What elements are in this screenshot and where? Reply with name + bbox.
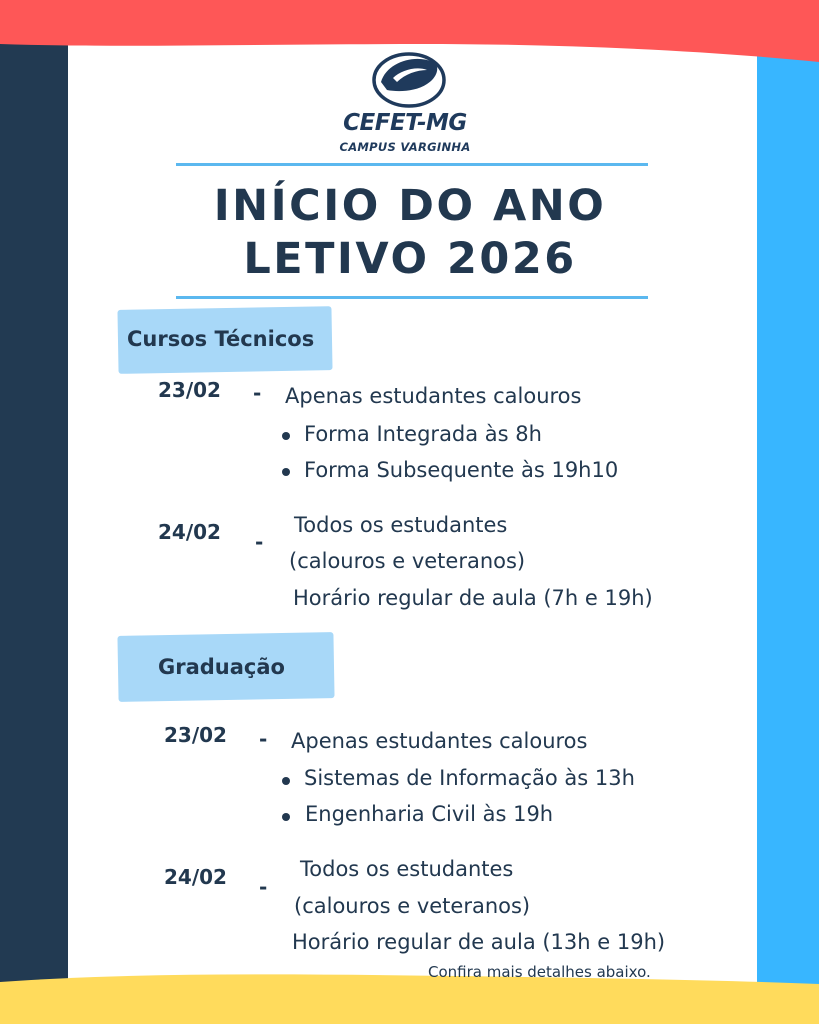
entry-dash: - — [253, 381, 262, 405]
entry-bullet: Engenharia Civil às 19h — [305, 802, 554, 826]
cefet-logo — [325, 48, 485, 162]
entry-line: Horário regular de aula (13h e 19h) — [292, 930, 666, 954]
logo-campus: CAMPUS VARGINHA — [339, 140, 471, 154]
entry-bullet: Forma Subsequente às 19h10 — [304, 458, 619, 482]
bullet-dot — [282, 777, 290, 785]
title-line-1: INÍCIO DO ANO — [213, 181, 607, 231]
entry-heading: Apenas estudantes calouros — [285, 384, 582, 408]
entry-line: Todos os estudantes — [294, 513, 508, 537]
bottom-divider — [176, 296, 648, 299]
entry-dash: - — [255, 530, 264, 554]
left-navy-bar — [0, 30, 68, 990]
right-blue-bar — [757, 40, 819, 1000]
entry-line: (calouros e veteranos) — [294, 894, 531, 918]
entry-dash: - — [259, 875, 268, 899]
title-line-2: LETIVO 2026 — [243, 234, 577, 284]
top-divider — [176, 163, 648, 166]
bullet-dot — [282, 432, 290, 440]
bullet-dot — [282, 813, 290, 821]
entry-heading: Apenas estudantes calouros — [291, 729, 588, 753]
entry-line: Todos os estudantes — [300, 857, 514, 881]
section-title-graduacao: Graduação — [158, 655, 285, 679]
section-title-cursos-tecnicos: Cursos Técnicos — [127, 327, 315, 351]
entry-date: 23/02 — [158, 378, 221, 402]
page-title — [150, 180, 670, 286]
cefet-logo-icon — [371, 48, 449, 110]
bullet-dot — [282, 468, 290, 476]
logo-name: CEFET-MG — [343, 110, 467, 136]
entry-bullet: Sistemas de Informação às 13h — [304, 766, 635, 790]
entry-line: (calouros e veteranos) — [289, 549, 526, 573]
entry-date: 24/02 — [158, 520, 221, 544]
entry-date: 24/02 — [164, 865, 227, 889]
entry-dash: - — [259, 727, 268, 751]
footer-note: Confira mais detalhes abaixo. — [428, 963, 651, 981]
bottom-yellow-band — [0, 954, 819, 1024]
entry-date: 23/02 — [164, 723, 227, 747]
entry-line: Horário regular de aula (7h e 19h) — [293, 586, 653, 610]
entry-bullet: Forma Integrada às 8h — [304, 422, 542, 446]
